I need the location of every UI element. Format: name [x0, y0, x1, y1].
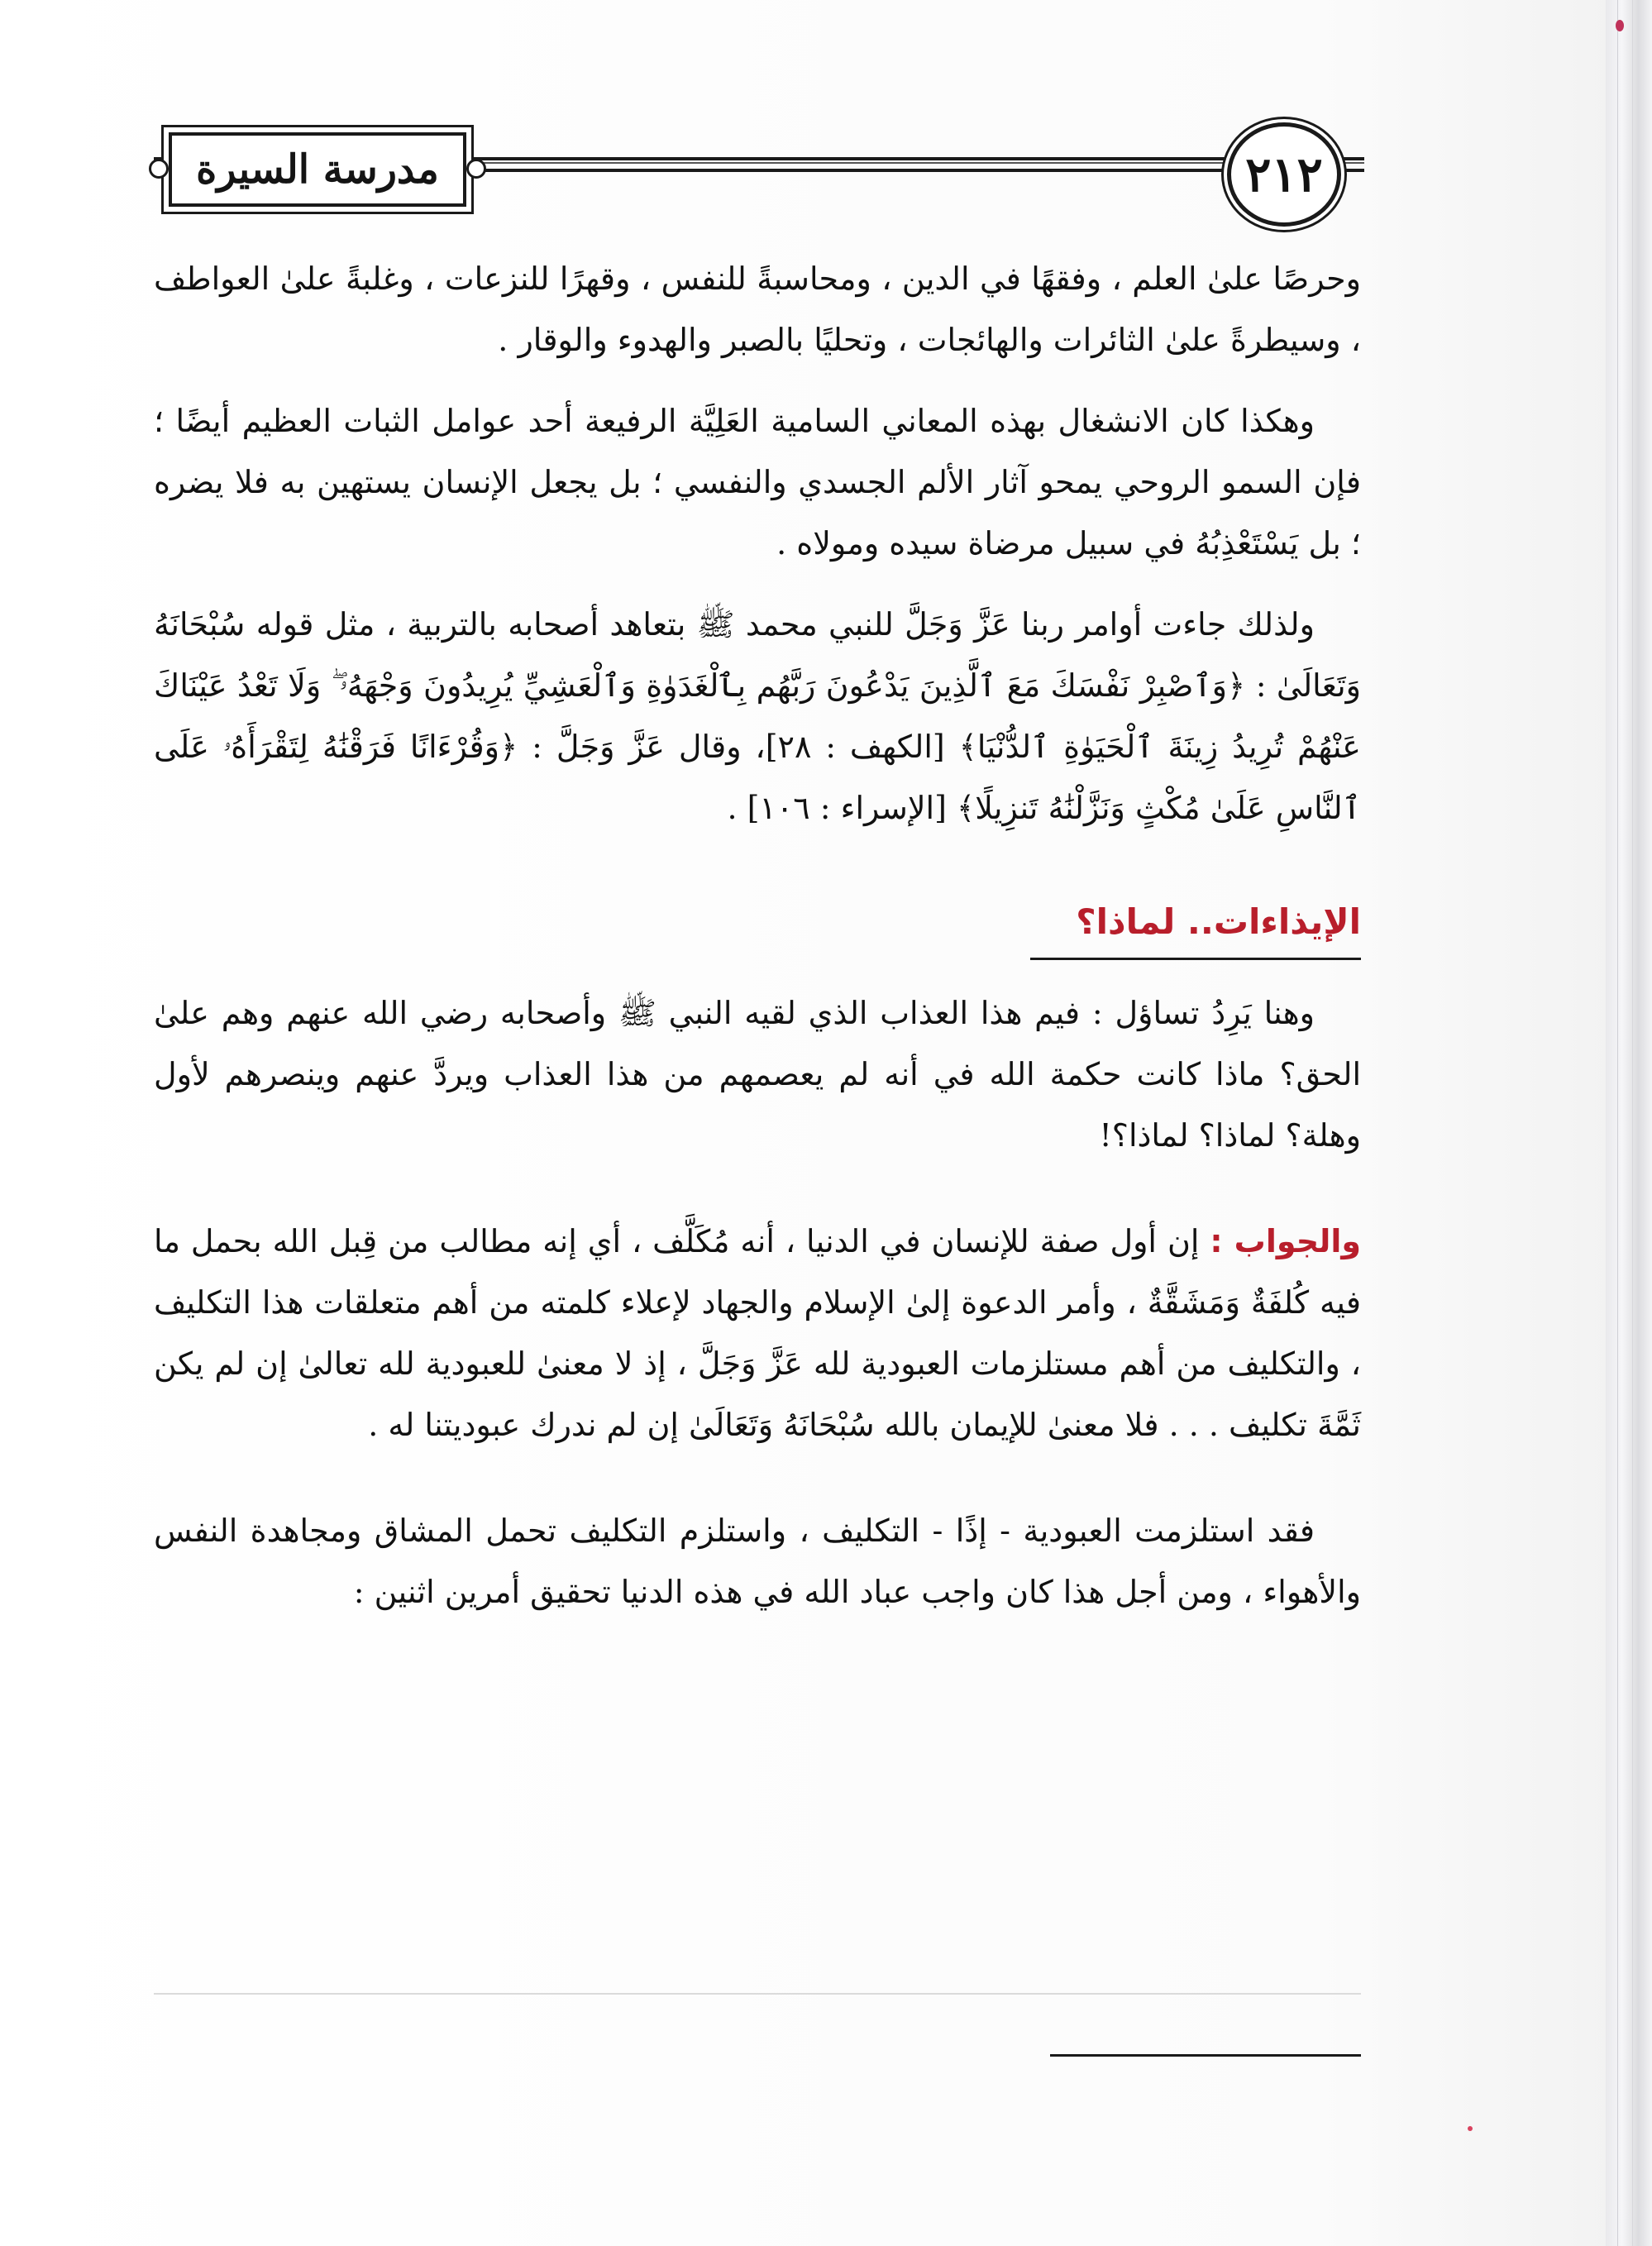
section-heading: الإيذاءات.. لماذا؟: [1076, 901, 1361, 942]
paragraph-gap: [154, 1455, 1361, 1500]
paragraph-gap: [154, 370, 1361, 390]
ink-dot: [1468, 2126, 1473, 2131]
paragraph: وحرصًا علىٰ العلم ، وفقهًا في الدين ، ومحاسبةً للنفس ، وقهرًا للنزعات ، وغلبةً علىٰ العواطف ، وسيطرةً علىٰ الثائرات والهائجات ، وتحليًا بالصبر والهدوء والوقار .: [154, 260, 1361, 358]
paragraph: وهنا يَرِدُ تساؤل : فيم هذا العذاب الذي لقيه النبي ﷺ وأصحابه رضي الله عنهم وهم علىٰ الحق؟ ماذا كانت حكمة الله في أنه لم يعصمهم من هذا العذاب ويردَّ عنهم وينصرهم لأول وهلة؟ لماذا؟ لماذا؟!: [154, 995, 1361, 1154]
paragraph: ولذلك جاءت أوامر ربنا عَزَّ وَجَلَّ للنبي محمد ﷺ بتعاهد أصحابه بالتربية ، مثل قوله سُبْحَانَهُ وَتَعَالَىٰ : ﴿وَٱصْبِرْ نَفْسَكَ مَعَ ٱلَّذِينَ يَدْعُونَ رَبَّهُم بِٱلْغَدَوٰةِ وَٱلْعَشِيِّ يُرِيدُونَ وَجْهَهُۥ ۖ وَلَا تَعْدُ عَيْنَاكَ عَنْهُمْ تُرِيدُ زِينَةَ ٱلْحَيَوٰةِ ٱلدُّنْيَا﴾ [الكهف : ٢٨]، وقال عَزَّ وَجَلَّ : ﴿وَقُرْءَانًا فَرَقْنَٰهُ لِتَقْرَأَهُۥ عَلَى ٱلنَّاسِ عَلَىٰ مُكْثٍ وَنَزَّلْنَٰهُ تَنزِيلًا﴾ [الإسراء : ١٠٦] .: [154, 606, 1361, 826]
paragraph: وهكذا كان الانشغال بهذه المعاني السامية العَلِيَّة الرفيعة أحد عوامل الثبات العظيم أيضًا ؛ فإن السمو الروحي يمحو آثار الألم الجسدي والنفسي ؛ بل يجعل الإنسان يستهين به فلا يضره ؛ بل يَسْتَعْذِبُهُ في سبيل مرضاة سيده ومولاه .: [154, 403, 1361, 562]
book-title: مدرسة السيرة: [196, 146, 439, 193]
paragraph: فقد استلزمت العبودية - إذًا - التكليف ، واستلزم التكليف تحمل المشاق ومجاهدة النفس والأهواء ، ومن أجل هذا كان واجب عباد الله في هذه الدنيا تحقيق أمرين اثنين :: [154, 1512, 1361, 1610]
page-body: [154, 248, 1361, 1622]
book-title-banner: [169, 132, 466, 207]
answer-paragraph: [154, 1211, 1361, 1455]
answer-text: إن أول صفة للإنسان في الدنيا ، أنه مُكَلَّف ، أي إنه مطالب من قِبل الله بحمل ما فيه كُلفَةٌ وَمَشَقَّةٌ ، وأمر الدعوة إلىٰ الإسلام والجهاد لإعلاء كلمته من أهم متعلقات هذا التكليف ، والتكليف من أهم مستلزمات العبودية لله عَزَّ وَجَلَّ ، إذ لا معنىٰ للعبودية لله تعالىٰ إن لم يكن ثَمَّةَ تكليف . . . فلا معنىٰ للإيمان بالله سُبْحَانَهُ وَتَعَالَىٰ إن لم ندرك عبوديتنا له .: [154, 1223, 1361, 1443]
ink-dot: [1616, 20, 1624, 31]
paragraph-gap: [154, 574, 1361, 594]
page-number-badge: [1227, 122, 1341, 227]
heading-underline: [1030, 958, 1361, 960]
page-header: [154, 121, 1364, 225]
answer-label: والجواب :: [1210, 1223, 1361, 1259]
page-number: ٢١٢: [1245, 146, 1323, 203]
page-edge: [1606, 0, 1652, 2246]
bleed-through-line: [154, 1993, 1361, 1995]
paragraph-gap: [154, 1166, 1361, 1211]
section-heading-block: [154, 883, 1361, 982]
closing-underline: [1050, 2054, 1361, 2057]
